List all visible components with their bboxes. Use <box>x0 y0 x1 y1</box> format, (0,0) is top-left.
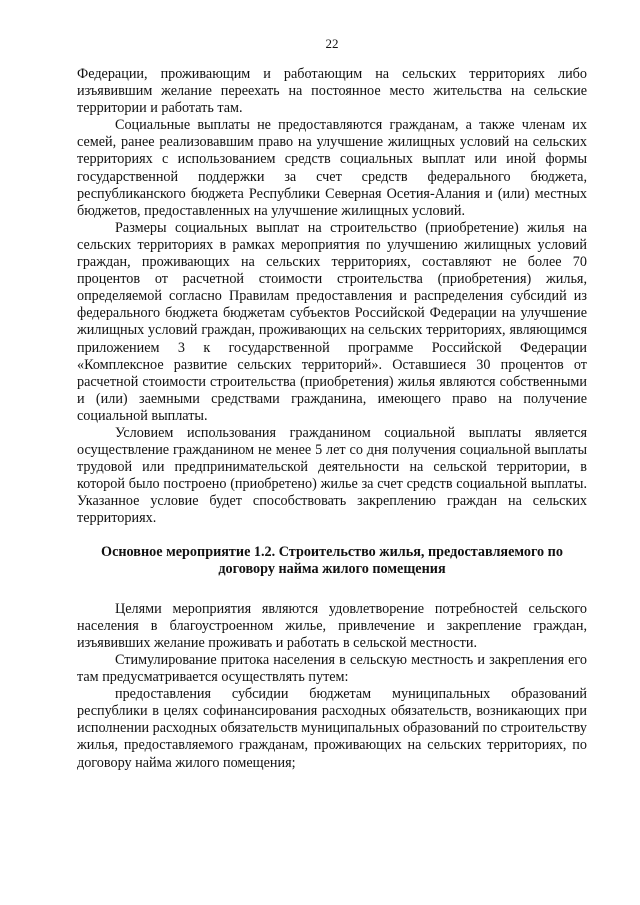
paragraph-stimulation: Стимулирование притока населения в сельскую местность и закрепления его там предусматривается осуществлять путем: <box>77 652 587 686</box>
paragraph-continuation: Федерации, проживающим и работающим на сельских территориях либо изъявившим желание переехать на постоянное место жительства на сельские территории и работать там. <box>77 66 587 117</box>
paragraph-payment-sizes: Размеры социальных выплат на строительство (приобретение) жилья на сельских территориях в рамках мероприятия по улучшению жилищных условий граждан, проживающих на сельских территориях, составляют не более 70 процентов от расчетной стоимости строительства (приобретения) жилья, определяемой согласно Правилам предоставления и распределения субсидий из федерального бюджета бюджетам субъектов Российской Федерации на улучшение жилищных условий граждан, проживающих на сельских территориях, являющимся приложением 3 к государственной программе Российской Федерации «Комплексное развитие сельских территорий». Оставшиеся 30 процентов от расчетной стоимости строительства (приобретения) жилья являются собственными и (или) заемными средствами гражданина, имеющего право на получение социальной выплаты. <box>77 219 587 424</box>
paragraph-exclusions: Социальные выплаты не предоставляются гражданам, а также членам их семей, ранее реализовавшим право на улучшение жилищных условий на сельских территориях с использованием средств социальных выплат или иной формы государственной поддержки за счет средств федерального бюджета, республиканского бюджета Республики Северная Осетия-Алания и (или) местных бюджетов, предоставленных на улучшение жилищных условий. <box>77 117 587 219</box>
document-page <box>77 36 587 772</box>
page-number: 22 <box>325 36 339 51</box>
paragraph-usage-condition: Условием использования гражданином социальной выплаты является осуществление гражданином не менее 5 лет со дня получения социальной выплаты трудовой или предпринимательской деятельности на сельской территории, в которой было построено (приобретено) жилье за счет средств социальной выплаты. Указанное условие будет способствовать закреплению граждан на сельских территориях. <box>77 424 587 527</box>
section-heading: Основное мероприятие 1.2. Строительство жилья, предоставляемого по договору найма жилого помещения <box>101 543 563 577</box>
paragraph-subsidy: предоставления субсидии бюджетам муниципальных образований республики в целях софинансирования расходных обязательств, возникающих при исполнении расходных обязательств муниципальных образований по строительству жилья, предоставляемого гражданам, проживающих на сельских территориях, по договору найма жилого помещения; <box>77 686 587 771</box>
paragraph-goals: Целями мероприятия являются удовлетворение потребностей сельского населения в благоустроенном жилье, привлечение и закрепление граждан, изъявивших желание проживать и работать в сельской местности. <box>77 600 587 651</box>
